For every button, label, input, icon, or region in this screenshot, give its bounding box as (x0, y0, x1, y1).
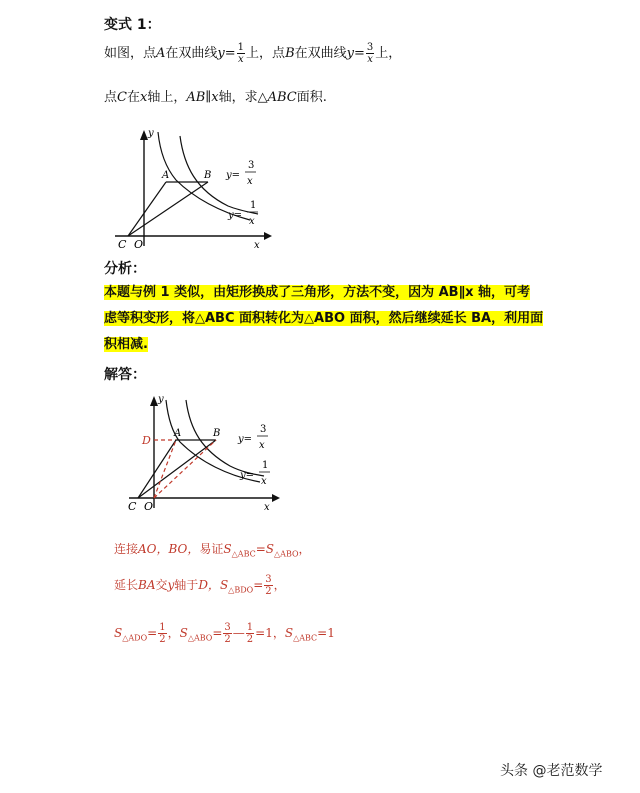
analysis-line-2: 虑等积变形，将△ABC 面积转化为△ABO 面积，然后继续延长 BA，利用面 (104, 311, 544, 326)
denominator: 2 (159, 634, 166, 645)
triangle-name: ABC (267, 90, 297, 105)
solution-heading: 解答： (104, 367, 146, 383)
curve3-eq-num: 3 (260, 424, 267, 435)
text: 连接 (114, 542, 139, 556)
curve1-eq-y: y= (228, 210, 243, 221)
text: AO，BO， (138, 542, 200, 556)
curve3-eq-y: y= (226, 170, 241, 181)
label-c: C (118, 238, 127, 251)
curve1-eq-num: 1 (262, 460, 269, 471)
subscript: △ABC (293, 633, 318, 643)
text: = (147, 626, 158, 640)
text: 易证 (199, 542, 224, 556)
segment-ca (128, 182, 166, 236)
segment-cb (138, 440, 216, 498)
label-b: B (213, 428, 221, 439)
text: D， (198, 578, 220, 592)
segment-ob-dashed (154, 440, 216, 498)
curve1-eq-num: 1 (250, 200, 257, 211)
text: = (212, 626, 223, 640)
fraction-3-over-x (366, 42, 374, 65)
point-a-label: A (156, 46, 166, 61)
point-b-label: B (285, 46, 295, 61)
area-symbol: S (223, 542, 232, 556)
text: 轴于 (174, 578, 199, 592)
label-c: C (128, 500, 137, 513)
text: = (253, 578, 264, 592)
text: 轴上， (147, 90, 187, 105)
text: 上， (375, 46, 402, 61)
text: 在 (126, 90, 140, 105)
area-symbol: S (265, 542, 275, 556)
curve1-eq-den: x (261, 476, 267, 487)
denominator: 2 (224, 634, 231, 645)
curve3-eq-y: y= (238, 434, 253, 445)
fraction-1-over-2 (246, 622, 254, 645)
text: BA (138, 578, 156, 592)
point-c-label: C (117, 90, 127, 105)
problem-line-2 (104, 86, 327, 105)
numerator: 1 (237, 42, 245, 53)
numerator: 1 (159, 622, 166, 633)
area-symbol: S (114, 626, 123, 640)
analysis-heading: 分析： (104, 261, 146, 277)
curve1-eq-y: y= (240, 470, 255, 481)
x-axis-arrow (264, 232, 272, 240)
fraction-1-over-x (237, 42, 245, 65)
figure-2-graph (124, 386, 294, 516)
text: 点 (104, 90, 118, 105)
analysis-body (104, 280, 594, 358)
fraction-3-over-2 (223, 622, 231, 645)
denominator: x (238, 54, 244, 65)
text: 交 (155, 578, 168, 592)
text: ， (273, 578, 286, 592)
curve3-eq-den: x (247, 176, 253, 187)
figure-1-graph (110, 118, 280, 254)
analysis-line-1: 本题与例 1 类似，由矩形换成了三角形，方法不变，因为 AB∥x 轴，可考 (104, 285, 531, 300)
problem-line-1 (104, 42, 401, 65)
label-x-axis: x (264, 502, 270, 513)
y-axis-arrow (140, 130, 148, 140)
area-symbol: S (179, 626, 188, 640)
label-b: B (204, 170, 212, 181)
subscript: △ABO (274, 549, 299, 559)
text: 上，点 (246, 46, 286, 61)
subscript: △ABO (187, 633, 213, 643)
segment-cb (128, 182, 208, 236)
subscript: △BDO (228, 585, 254, 595)
numerator: 1 (246, 622, 254, 633)
denominator: 2 (265, 586, 272, 597)
text: — (232, 626, 245, 640)
curve3-eq-num: 3 (248, 160, 255, 171)
text: 如图，点 (104, 46, 157, 61)
label-d: D (142, 434, 151, 447)
solution-step-3 (114, 622, 335, 645)
text: ， (298, 542, 311, 556)
text: =1 (317, 626, 335, 640)
label-a: A (174, 428, 182, 439)
subscript: △ABC (231, 549, 256, 559)
numerator: 3 (265, 574, 272, 585)
equation-y: y= (217, 46, 236, 61)
numerator: 3 (366, 42, 374, 53)
text: y (167, 578, 175, 592)
equation-y: y= (346, 46, 365, 61)
text: ， (167, 626, 180, 640)
label-a: A (162, 170, 170, 181)
label-y-axis: y (148, 128, 154, 139)
x-axis-arrow (272, 494, 280, 502)
fraction-1-over-2 (158, 622, 166, 645)
text: 在双曲线 (294, 46, 347, 61)
curve1-eq-den: x (249, 216, 255, 227)
text: = (255, 542, 266, 556)
solution-step-2 (114, 574, 286, 597)
text: 在双曲线 (165, 46, 218, 61)
curve-y-3-over-x (186, 400, 267, 476)
parallel-statement: AB∥x (186, 90, 219, 105)
label-x-axis: x (254, 240, 260, 251)
variant-title: 变式 1： (104, 17, 161, 33)
curve3-eq-den: x (259, 440, 265, 451)
denominator: x (367, 54, 373, 65)
area-symbol: S (284, 626, 294, 640)
analysis-line-3: 积相减. (104, 337, 148, 352)
text: 延长 (114, 578, 139, 592)
text: 面积. (296, 90, 327, 105)
solution-step-1 (114, 540, 311, 558)
subscript: △ADO (122, 633, 148, 643)
curve-y-3-over-x (180, 136, 258, 214)
denominator: 2 (246, 634, 254, 645)
x-axis-ref: x (139, 90, 148, 105)
text: 轴，求△ (218, 90, 268, 105)
label-y-axis: y (158, 394, 164, 405)
y-axis-arrow (150, 396, 158, 406)
fraction-3-over-2 (264, 574, 272, 597)
label-o: O (144, 500, 154, 513)
watermark: 头条 @老范数学 (500, 763, 603, 779)
area-symbol: S (219, 578, 229, 592)
label-o: O (134, 238, 144, 251)
numerator: 3 (224, 622, 231, 633)
text: =1， (255, 626, 285, 640)
